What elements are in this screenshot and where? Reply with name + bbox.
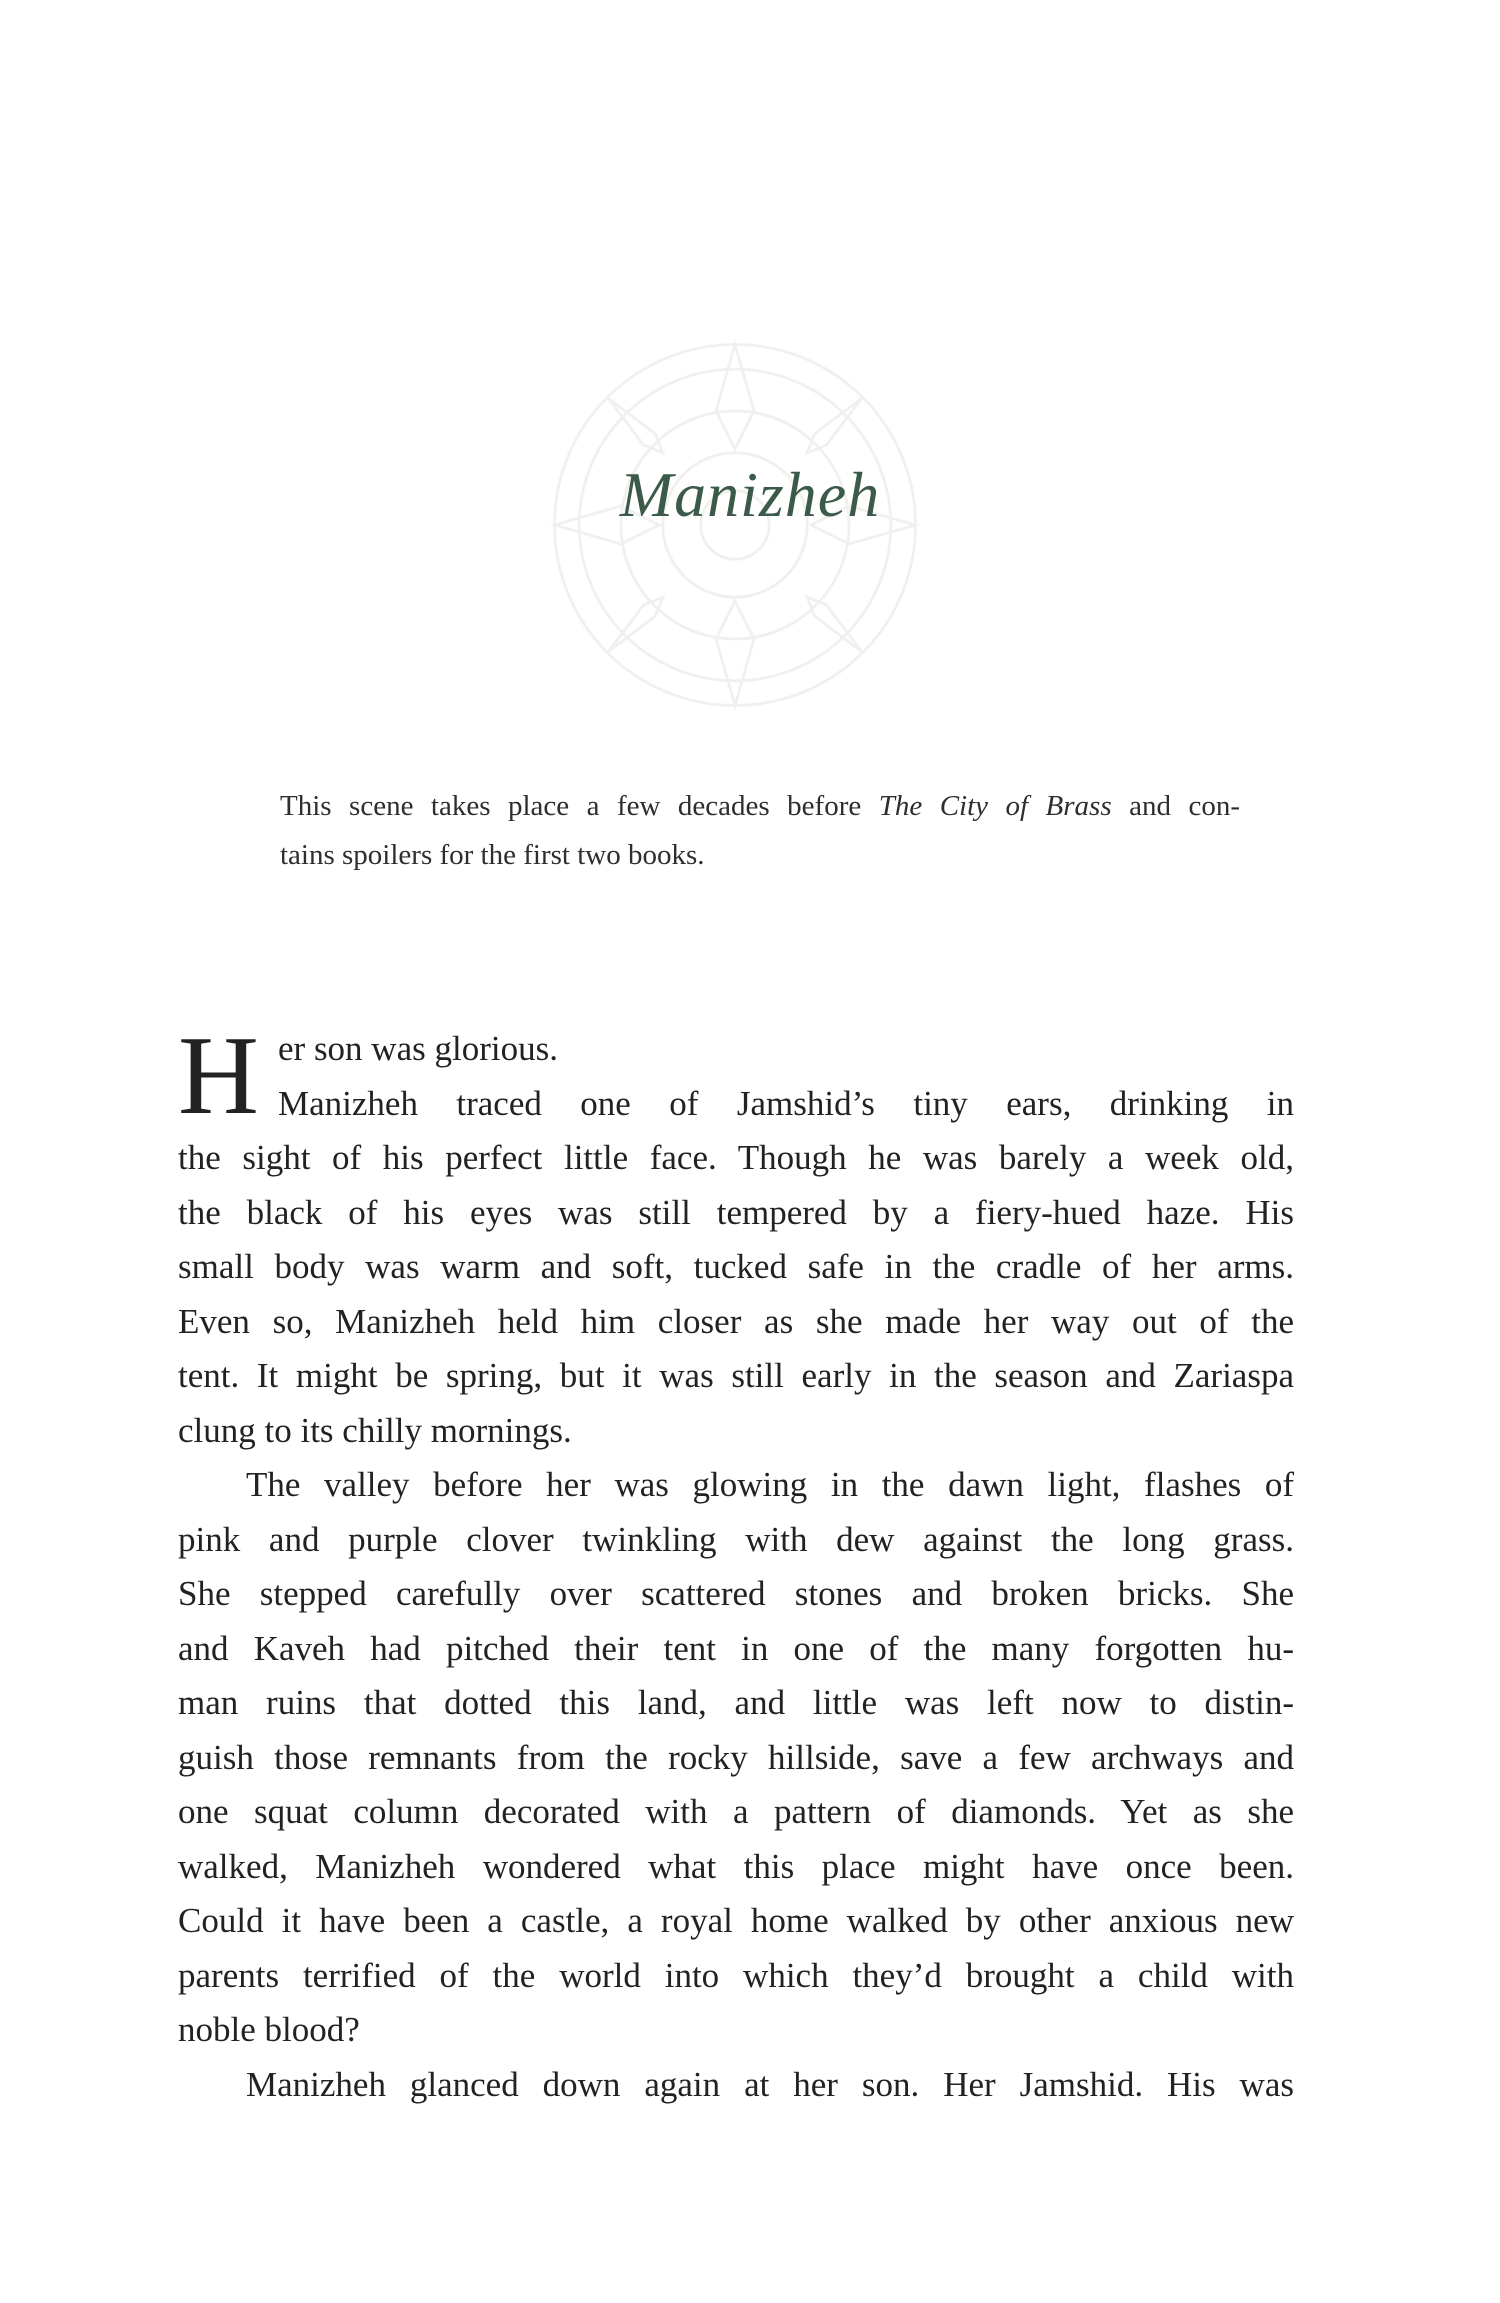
body-line: walked, Manizheh wondered what this place might have once been. — [178, 1846, 1294, 1886]
note-line: tains spoilers for the first two books. — [280, 839, 705, 871]
body-line: parents terrified of the world into which they’d brought a child with — [178, 1955, 1294, 1995]
body-text — [178, 1014, 1294, 2112]
body-line: Even so, Manizheh held him closer as she made her way out of the — [178, 1301, 1294, 1341]
body-line: Could it have been a castle, a royal home walked by other anxious new — [178, 1901, 1294, 1940]
body-line: Manizheh glanced down again at her son. Her Jamshid. His was — [246, 2064, 1294, 2104]
drop-cap: H — [178, 1014, 259, 1138]
book-title: The City of Brass — [878, 790, 1112, 822]
body-line: She stepped carefully over scattered stones and broken bricks. She — [178, 1574, 1294, 1613]
body-line: small body was warm and soft, tucked safe in the cradle of her arms. — [178, 1247, 1294, 1286]
body-line: the black of his eyes was still tempered by a fiery-hued haze. His — [178, 1192, 1294, 1232]
chapter-title: Manizheh — [619, 459, 881, 530]
body-line: and Kaveh had pitched their tent in one of the many forgotten hu- — [178, 1628, 1294, 1668]
note-line — [280, 782, 1240, 831]
body-line: er son was glorious. — [278, 1029, 558, 1068]
body-line: pink and purple clover twinkling with dew against the long grass. — [178, 1519, 1294, 1559]
spoiler-note — [280, 782, 1240, 880]
body-line: The valley before her was glowing in the dawn light, flashes of — [246, 1465, 1294, 1504]
note-text: and con- — [1111, 790, 1241, 822]
body-line: Manizheh traced one of Jamshid’s tiny ears, drinking in — [278, 1083, 1294, 1123]
note-text: This scene takes place a few decades before — [280, 790, 879, 822]
body-line: the sight of his perfect little face. Though he was barely a week old, — [178, 1138, 1294, 1177]
body-line: noble blood? — [178, 2010, 360, 2049]
body-line: tent. It might be spring, but it was still early in the season and Zariaspa — [178, 1356, 1294, 1395]
body-line: one squat column decorated with a pattern of diamonds. Yet as she — [178, 1792, 1294, 1831]
body-line: guish those remnants from the rocky hillside, save a few archways and — [178, 1737, 1294, 1777]
body-line: man ruins that dotted this land, and little was left now to distin- — [178, 1683, 1294, 1722]
body-line: clung to its chilly mornings. — [178, 1410, 572, 1450]
